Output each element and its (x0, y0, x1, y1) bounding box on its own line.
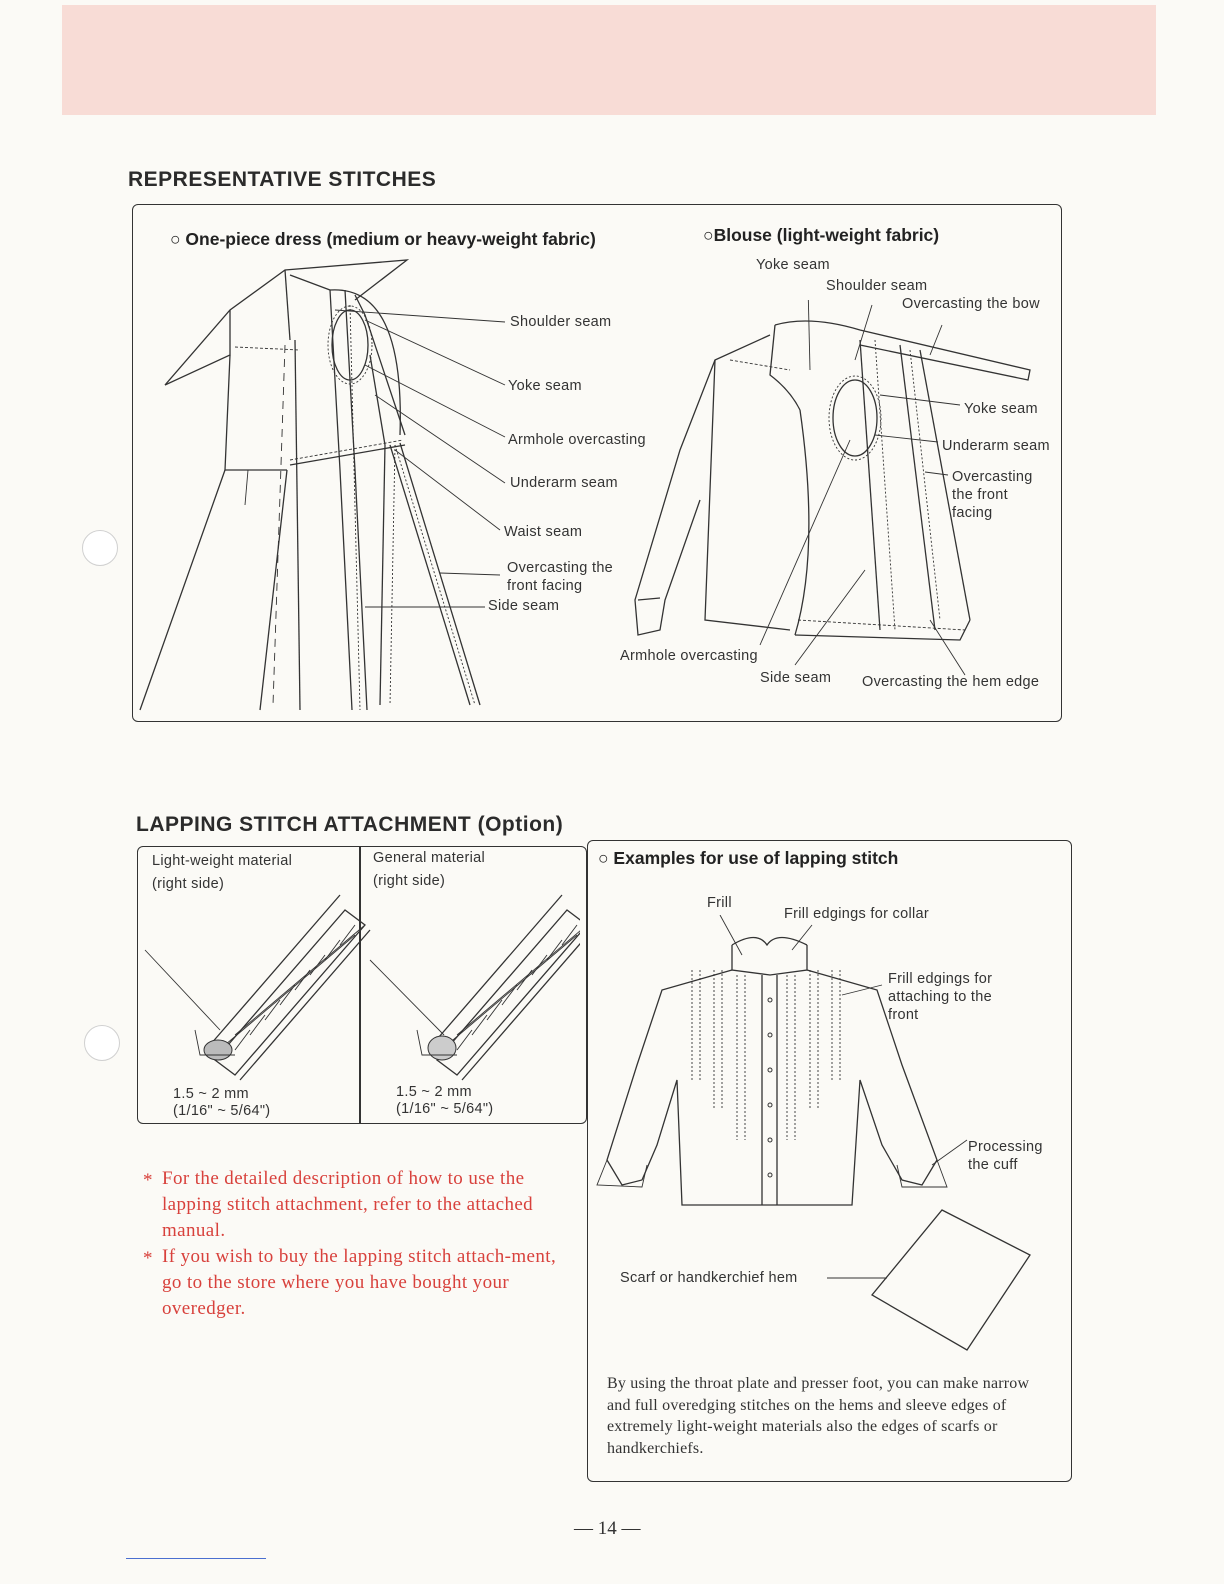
examples-description: By using the throat plate and presser foot, you can make narrow and full overedging stitches on the hems and sleeve edges of extremely light-weight materials also the edges of scarfs or handkerchiefs. (607, 1375, 1030, 1457)
footer-rule (126, 1558, 266, 1559)
header-band (62, 5, 1156, 115)
blouse-label-hem: Overcasting the hem edge (862, 674, 1040, 690)
binder-hole-bottom (84, 1025, 120, 1061)
general-inch: (1/16" ~ 5/64") (396, 1101, 494, 1117)
examples-scarf: Scarf or handkerchief hem (620, 1270, 798, 1286)
light-side-label: (right side) (152, 876, 225, 892)
label-waist-seam: Waist seam (504, 524, 583, 540)
note-bullet-2: * (143, 1248, 153, 1269)
note-1: For the detailed description of how to use the lapping stitch attachment, refer to the attached manual. (162, 1168, 534, 1241)
label-underarm-seam: Underarm seam (510, 475, 618, 491)
blouse-label-shoulder: Shoulder seam (826, 278, 928, 294)
note-2: If you wish to buy the lapping stitch attach-ment, go to the store where you have bought your overedger. (162, 1246, 557, 1319)
page-number: — 14 — (574, 1518, 641, 1539)
label-armhole-overcasting: Armhole overcasting (508, 432, 646, 448)
blouse-label-front-facing: Overcasting the front facing (952, 469, 1033, 521)
examples-cuff: Processing the cuff (968, 1139, 1043, 1173)
dress-title: ○ One-piece dress (medium or heavy-weight fabric) (170, 229, 596, 249)
lapping-stitch-illustrations (140, 870, 580, 1085)
blouse-label-yoke-top: Yoke seam (756, 257, 830, 273)
examples-frill: Frill (707, 895, 732, 911)
light-material-label: Light-weight material (152, 853, 293, 869)
page-title: REPRESENTATIVE STITCHES (128, 168, 437, 191)
label-front-facing: Overcasting the front facing (507, 560, 614, 594)
general-mm: 1.5 ~ 2 mm (396, 1084, 472, 1100)
examples-front: Frill edgings for attaching to the front (888, 971, 993, 1023)
label-yoke-seam: Yoke seam (508, 378, 582, 394)
lapping-title: LAPPING STITCH ATTACHMENT (Option) (136, 813, 564, 836)
examples-collar: Frill edgings for collar (784, 906, 929, 922)
label-side-seam: Side seam (488, 598, 560, 614)
general-side-label: (right side) (373, 873, 446, 889)
blouse-label-underarm: Underarm seam (942, 438, 1050, 454)
light-mm: 1.5 ~ 2 mm (173, 1086, 249, 1102)
binder-hole-top (82, 530, 118, 566)
label-shoulder-seam: Shoulder seam (510, 314, 612, 330)
blouse-label-yoke-right: Yoke seam (964, 401, 1038, 417)
blouse-label-armhole: Armhole overcasting (620, 648, 758, 664)
blouse-label-side: Side seam (760, 670, 832, 686)
general-material-label: General material (373, 850, 485, 866)
examples-title: ○ Examples for use of lapping stitch (598, 848, 899, 868)
blouse-label-bow: Overcasting the bow (902, 296, 1040, 312)
light-inch: (1/16" ~ 5/64") (173, 1103, 271, 1119)
note-bullet-1: * (143, 1170, 153, 1191)
blouse-title: ○Blouse (light-weight fabric) (703, 225, 940, 245)
